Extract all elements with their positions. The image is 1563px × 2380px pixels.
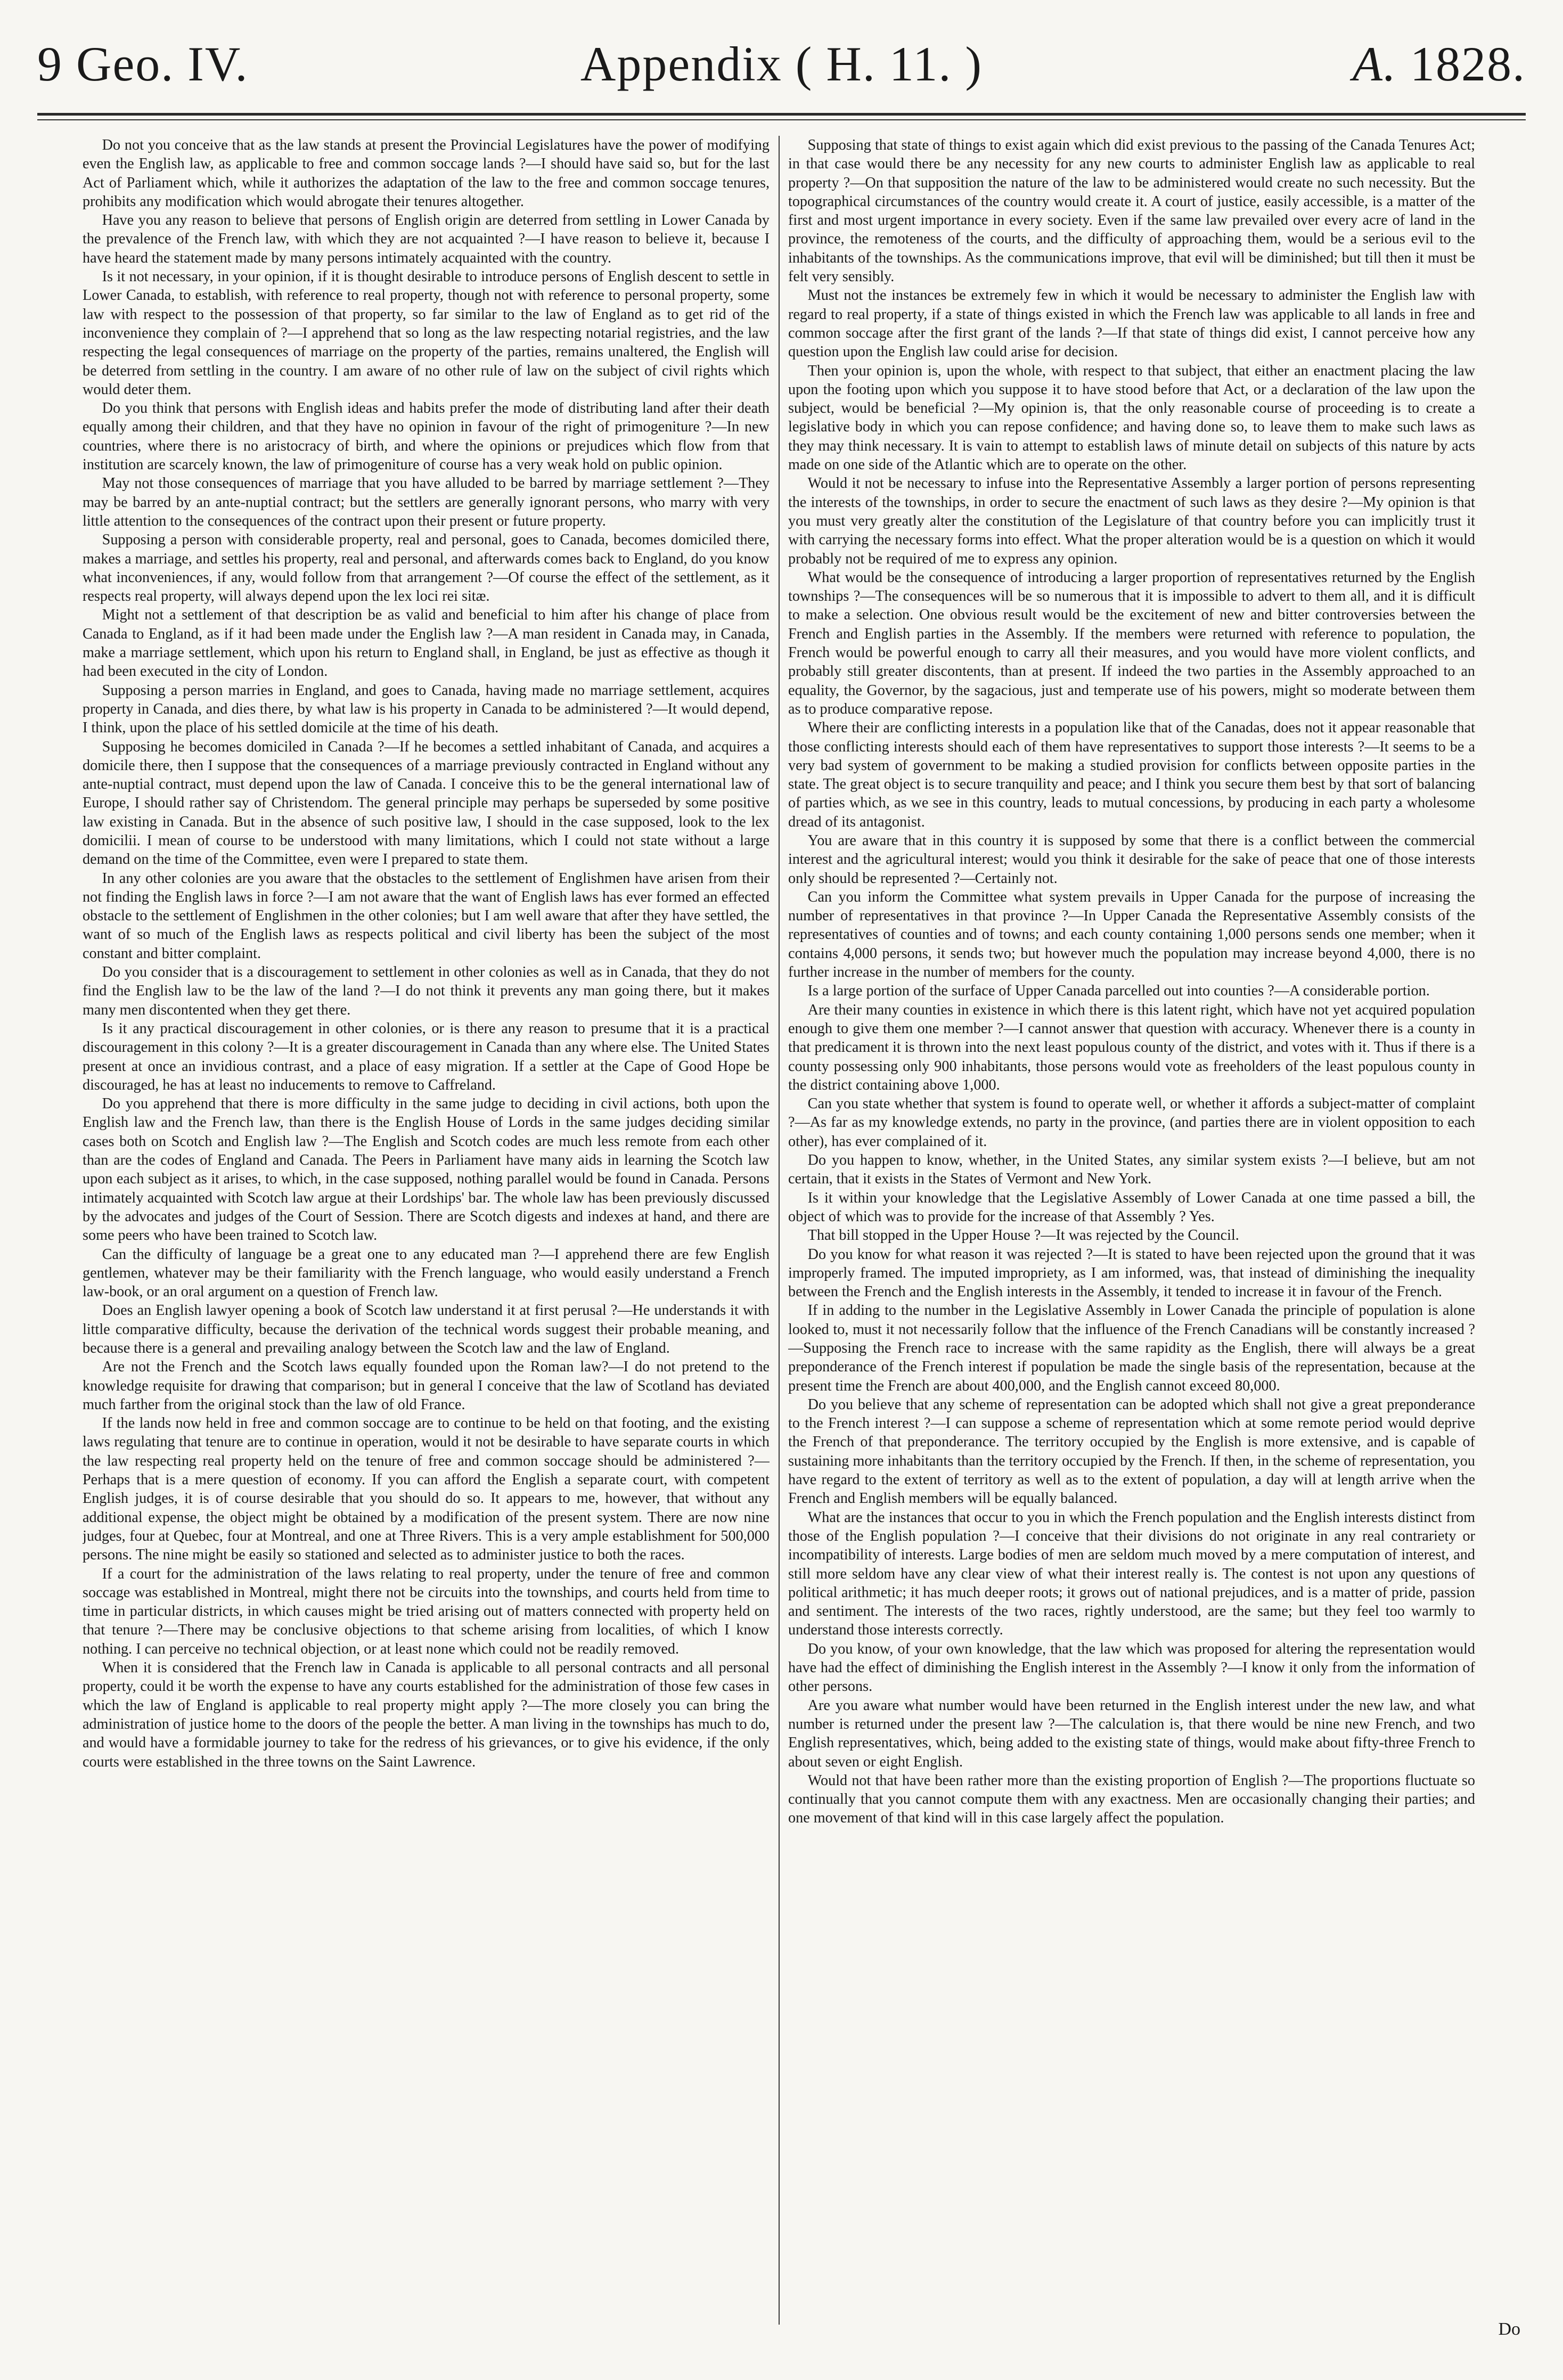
paragraph: What are the instances that occur to you in which the French population and the English interests distinct from those of the English population ?—I conceive that their divisions do not originate in any real contrariety or incompatibility of interests. Large bodies of men are seldom much moved by a mere computation of interest, and still more seldom have any clear view of what their interest really is. The contest is not upon any questions of political arithmetic; it has much deeper roots; it grows out of national prejudices, and is a matter of pride, passion and sentiment. The interests of the two races, rightly understood, are the same; but they feel too warmly to understand those interests correctly. xyxy=(788,1509,1475,1639)
paragraph: Do you consider that is a discouragement to settlement in other colonies as well as in Canada, that they do not find the English law to be the law of the land ?—I do not think it prevents any man going there, but it makes many men discontented when they get there. xyxy=(83,964,770,1018)
paragraph: Do you apprehend that there is more difficulty in the same judge to deciding in civil actions, both upon the English law and the French law, than there is the English House of Lords in the same judges deciding similar cases both on Scotch and English law ?—The English and Scotch codes are much less remote from each other than are the codes of England and Canada. The Peers in Parliament have many aids in learning the Scotch law upon each subject as it arises, to which, in the case supposed, nothing parallel would be found in Canada. Persons intimately acquainted with Scotch law argue at their Lordships' bar. The whole law has been previously discussed by the advocates and judges of the Court of Session. There are Scotch digests and indexes at hand, and there are some peers who have been trained to Scotch law. xyxy=(83,1095,770,1244)
paragraph: Supposing a person marries in England, and goes to Canada, having made no marriage settlement, acquires property in Canada, and dies there, by what law is his property in Canada to be administered ?—It would depend, I think, upon the place of his settled domicile at the time of his death. xyxy=(83,682,770,737)
paragraph: Do you know, of your own knowledge, that the law which was proposed for altering the representation would have had the effect of diminishing the English interest in the Assembly ?—I know it only from the information of other persons. xyxy=(788,1640,1475,1695)
year: 1828. xyxy=(1410,37,1526,91)
paragraph: Is it any practical discouragement in other colonies, or is there any reason to presume that it is a practical discouragement in this colony ?—It is a greater discouragement in Canada than any where else. The United States present at once an invidious contrast, and a place of easy migration. If a settler at the Cape of Good Hope be discouraged, he has at least no inducements to remove to Caffreland. xyxy=(83,1020,770,1093)
paragraph: Would not that have been rather more than the existing proportion of English ?—The proportions fluctuate so continually that you cannot compute them with any exactness. Men are occasionally changing their parties; and one movement of that kind will in this case largely affect the population. xyxy=(788,1772,1475,1827)
paragraph: Is a large portion of the surface of Upper Canada parcelled out into counties ?—A considerable portion. xyxy=(807,983,1430,1000)
paragraph: In any other colonies are you aware that the obstacles to the settlement of Englishmen have arisen from their not finding the English laws in force ?—I am not aware that the want of English laws has ever formed an effected obstacle to the settlement of Englishmen in the other colonies; but I am well aware that after they have settled, the want of so much of the English laws as respects political and civil liberty has been the subject of the most constant and bitter complaint. xyxy=(83,870,770,962)
paragraph: Do you believe that any scheme of representation can be adopted which shall not give a great preponderance to the French interest ?—I can suppose a scheme of representation which at some remote period would deprive the French of that preponderance. The territory occupied by the English is more extensive, and is capable of sustaining more inhabitants than the territory occupied by the French. If then, in the scheme of representation, you have regard to the extent of territory as well as to the extent of population, a day will at length arrive when the French and English members will be equally balanced. xyxy=(788,1396,1475,1507)
column-divider xyxy=(779,136,780,2325)
paragraph: Do you happen to know, whether, in the United States, any similar system exists ?—I believe, but am not certain, that it exists in the States of Vermont and New York. xyxy=(788,1152,1475,1188)
left-column xyxy=(83,136,770,2325)
paragraph: Does an English lawyer opening a book of Scotch law understand it at first perusal ?—He understands it with little comparative difficulty, because the derivation of the technical words suggest their probable meaning, and because there is a general and prevailing analogy between the Scotch law and the law of England. xyxy=(83,1302,770,1356)
paragraph: That bill stopped in the Upper House ?—It was rejected by the Council. xyxy=(807,1227,1239,1244)
page-year xyxy=(1353,37,1526,91)
paragraph: What would be the consequence of introducing a larger proportion of representatives returned by the English townships ?—The consequences will be so numerous that it is impossible to advert to them all, and it is difficult to make a selection. One obvious result would be the excitement of new and bitter controversies between the French and English parties in the Assembly. If the members were returned with reference to population, the French would be powerful enough to carry all their measures, and you would have more violent conflicts, and probably still greater discontents, than at present. If indeed the two parties in the Assembly approached to an equality, the Governor, by the sagacious, just and temperate use of his powers, might so moderate between them as to produce comparative repose. xyxy=(788,569,1475,717)
paragraph: Might not a settlement of that description be as valid and beneficial to him after his change of place from Canada to England, as if it had been made under the English law ?—A man resident in Canada may, in Canada, make a marriage settlement, which upon his return to England shall, in England, be just as effective as though it had been executed in the city of London. xyxy=(83,607,770,680)
paragraph: You are aware that in this country it is supposed by some that there is a conflict between the commercial interest and the agricultural interest; would you think it desirable for the sake of peace that one of those interests only should be represented ?—Certainly not. xyxy=(788,832,1475,887)
paragraph: Can the difficulty of language be a great one to any educated man ?—I apprehend there are few English gentlemen, whatever may be their familiarity with the French language, who would easily understand a French law-book, or an oral argument on a question of French law. xyxy=(83,1246,770,1301)
paragraph: Supposing he becomes domiciled in Canada ?—If he becomes a settled inhabitant of Canada, and acquires a domicile there, then I suppose that the consequences of a marriage previously contracted in England without any ante-nuptial contract, must depend upon the law of Canada. I conceive this to be the general international law of Europe, I should rather say of Christendom. The general principle may perhaps be superseded by some positive law existing in Canada. But in the absence of such positive law, I should in the case supposed, look to the lex domicilii. I mean of course to be understood with many limitations, which I could not state without a large demand on the time of the Committee, even were I prepared to state them. xyxy=(83,738,770,868)
paragraph: Supposing that state of things to exist again which did exist previous to the passing of the Canada Tenures Act; in that case would there be any necessity for any new courts to administer English law as applicable to real property ?—On that supposition the nature of the law to be administered would create no such necessity. But the topographical circumstances of the country would create it. A court of justice, easily accessible, is a matter of the first and most urgent importance in every society. Even if the same law prevailed over every acre of land in the province, the remoteness of the courts, and the difficulty of approaching them, would be a serious evil to the inhabitants of the townships. As the communications improve, that evil will be diminished; but till then it must be felt very sensibly. xyxy=(788,137,1475,285)
paragraph: May not those consequences of marriage that you have alluded to be barred by marriage settlement ?—They may be barred by an ante-nuptial contract; but the settlers are generally ignorant persons, who marry with very little attention to the consequences of the contract upon their present or future property. xyxy=(83,475,770,529)
right-column xyxy=(788,136,1475,2325)
paragraph: Are not the French and the Scotch laws equally founded upon the Roman law?—I do not pretend to the knowledge requisite for drawing that comparison; but in general I conceive that the law of Scotland has deviated much farther from the original stock than the law of old France. xyxy=(83,1359,770,1413)
appendix-letter: A. xyxy=(1352,37,1397,91)
paragraph: Have you any reason to believe that persons of English origin are deterred from settling in Lower Canada by the prevalence of the French law, with which they are not acquainted ?—I have reason to believe it, because I have heard the statement made by many persons intimately acquainted with the country. xyxy=(83,212,770,266)
header-rule-thick xyxy=(37,113,1526,116)
paragraph: Do not you conceive that as the law stands at present the Provincial Legislatures have the power of modifying even the English law, as applicable to free and common soccage lands ?—I should have said so, but for the last Act of Parliament which, while it authorizes the adaptation of the law to the free and common soccage tenures, prohibits any modification which would abrogate their tenures altogether. xyxy=(83,137,770,210)
paragraph: When it is considered that the French law in Canada is applicable to all personal contracts and all personal property, could it be worth the expense to have any courts established for the administration of those few cases in which the law of England is applicable to real property might apply ?—The more closely you can bring the administration of justice home to the doors of the people the better. A man living in the townships has much to do, and would have a formidable journey to take for the redress of his grievances, or to give his evidence, if the only courts were established in the three towns on the Saint Lawrence. xyxy=(83,1659,770,1770)
paragraph: Are their many counties in existence in which there is this latent right, which have not yet acquired population enough to give them one member ?—I cannot answer that question with accuracy. Whenever there is a county in that predicament it is thrown into the next least populous county of the district, and votes with it. Thus if there is a county possessing only 900 inhabitants, those persons would vote as freeholders of the least populous county in the district containing above 1,000. xyxy=(788,1001,1475,1093)
paragraph: If the lands now held in free and common soccage are to continue to be held on that footing, and the existing laws regulating that tenure are to continue in operation, would it not be desirable to have separate courts in which the law respecting real property held on the tenure of free and common soccage should be administered ?—Perhaps that is a mere question of economy. If you can afford the English a separate court, with competent English judges, it is of course desirable that you should do so. It appears to me, however, that without any additional expense, the object might be obtained by a modification of the present system. There are now nine judges, four at Quebec, four at Montreal, and one at Three Rivers. This is a very ample establishment for 500,000 persons. The nine might be easily so stationed and selected as to administer justice to both the races. xyxy=(83,1415,770,1564)
paragraph: Then your opinion is, upon the whole, with respect to that subject, that either an enactment placing the law upon the footing upon which you suppose it to have stood before that Act, or a declaration of the law upon the subject, would be beneficial ?—My opinion is, that the only reasonable course of proceeding is to create a legislative body in which you can repose confidence; and having done so, to leave them to make such laws as they may think necessary. It is vain to attempt to establish laws of minute detail on subjects of this nature by acts made on one side of the Atlantic which are to operate on the other. xyxy=(788,362,1475,473)
regnal-year: 9 Geo. IV. xyxy=(37,37,249,91)
paragraph: Is it within your knowledge that the Legislative Assembly of Lower Canada at one time passed a bill, the object of which was to provide for the increase of that Assembly ? Yes. xyxy=(788,1189,1475,1225)
paragraph: Can you inform the Committee what system prevails in Upper Canada for the purpose of increasing the number of representatives in that province ?—In Upper Canada the Representative Assembly consists of the representatives of counties and of towns; and each county containing 1,000 persons sends one member; when it contains 4,000 persons, it sends two; but however much the population may increase beyond 4,000, there is no further increase in the number of members for the county. xyxy=(788,888,1475,981)
paragraph: Do you know for what reason it was rejected ?—It is stated to have been rejected upon the ground that it was improperly framed. The imputed impropriety, as I am informed, was, that instead of diminishing the inequality between the French and the English interests in the Assembly, it tended to increase it in favour of the French. xyxy=(788,1246,1475,1301)
paragraph: Would it not be necessary to infuse into the Representative Assembly a larger portion of persons representing the interests of the townships, in order to secure the enactment of such laws as they desire ?—My opinion is that you must very greatly alter the constitution of the Legislature of that country before you can implicitly trust it with carrying the necessary forms into effect. What the proper alteration would be is a question on which it would probably not be required of me to express any opinion. xyxy=(788,475,1475,567)
paragraph: Do you think that persons with English ideas and habits prefer the mode of distributing land after their death equally among their children, and that they have no opinion in favour of the right of primogeniture ?—In new countries, where there is no aristocracy of birth, and where the opinions or prejudices which flow from that institution are scarcely known, the law of primogeniture of course has a very weak hold on public opinion. xyxy=(83,400,770,473)
paragraph: Can you state whether that system is found to operate well, or whether it affords a subject-matter of complaint ?—As far as my knowledge extends, no party in the province, (and parties there are in violent opposition to each other), has ever complained of it. xyxy=(788,1095,1475,1150)
appendix-title: Appendix ( H. 11. ) xyxy=(580,37,983,91)
paragraph: If a court for the administration of the laws relating to real property, under the tenure of free and common soccage was established in Montreal, might there not be circuits into the townships, and courts held from time to time in particular districts, in which causes might be tried arising out of matters connected with property held on that tenure ?—There may be conclusive objections to that scheme arising from localities, of which I know nothing. I can perceive no technical objection, or at least none which could not be readily removed. xyxy=(83,1565,770,1657)
paragraph: Must not the instances be extremely few in which it would be necessary to administer the English law with regard to real property, if a state of things existed in which the French law was applicable to all lands in free and common soccage after the first grant of the lands ?—If that state of things did exist, I cannot perceive how any question upon the English law could arise for decision. xyxy=(788,287,1475,361)
paragraph: Where their are conflicting interests in a population like that of the Canadas, does not it appear reasonable that those conflicting interests should each of them have representatives to support those interests ?—It seems to be a very bad system of government to be making a studied provision for conflicts between opposite parties in the state. The great object is to secure tranquility and peace; and I think you secure them best by that sort of balancing of parties which, as we see in this country, leads to mutual concessions, by producing in each party a wholesome dread of its antagonist. xyxy=(788,719,1475,830)
text-columns xyxy=(83,136,1520,2325)
header-rule-thin xyxy=(37,119,1526,120)
paragraph: Is it not necessary, in your opinion, if it is thought desirable to introduce persons of English descent to settle in Lower Canada, to establish, with reference to real property, though not with reference to personal property, some law with respect to the possession of that property, so far similar to the law of England as to get rid of the inconvenience they complain of ?—I apprehend that so long as the law respecting notarial registries, and the law respecting the legal consequences of marriage on the property of the parties, remains unaltered, the English will be deterred from settling in the country. I am aware of no other rule of law on the subject of civil rights which would deter them. xyxy=(83,268,770,398)
catchword: Do xyxy=(1498,2319,1520,2339)
paragraph: Are you aware what number would have been returned in the English interest under the new law, and what number is returned under the present law ?—The calculation is, that there would be nine new French, and two English representatives, which, being added to the existing state of things, would make about fifty-three French to about seven or eight English. xyxy=(788,1697,1475,1770)
paragraph: If in adding to the number in the Legislative Assembly in Lower Canada the principle of population is alone looked to, must it not necessarily follow that the influence of the French Canadians will be constantly increased ?—Supposing the French race to increase with the same rapidity as the English, there will always be a great preponderance of the French interest if population be made the single basis of the representation, because at the present time the French are about 400,000, and the English cannot exceed 80,000. xyxy=(788,1302,1475,1394)
page-header xyxy=(0,0,1563,101)
paragraph: Supposing a person with considerable property, real and personal, goes to Canada, becomes domiciled there, makes a marriage, and settles his property, real and personal, and afterwards comes back to England, do you know what inconveniences, if any, would follow from that arrangement ?—Of course the effect of the settlement, as it respects real property, will always depend upon the lex loci rei sitæ. xyxy=(83,531,770,605)
